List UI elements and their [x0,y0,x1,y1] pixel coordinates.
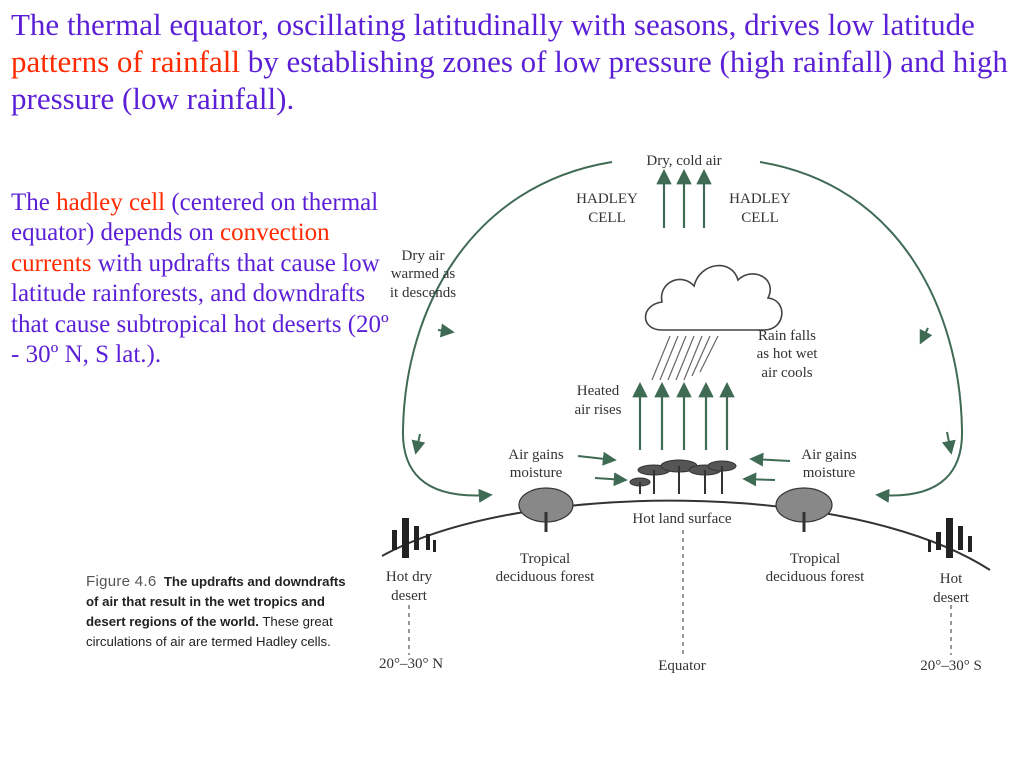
left-deciduous-tree-icon [519,488,573,532]
caption-bold-text: The updrafts and downdrafts of air that result in the wet tropics and desert regions of the world. [86,574,346,629]
label-hadley-right-1: HADLEY [729,191,791,207]
top-updraft-arrows [664,172,704,228]
label-equator: Equator [658,658,706,674]
side-highlight-hadley: hadley cell [56,189,166,216]
label-dry-cold-air: Dry, cold air [646,153,722,169]
left-descent-arrowhead [438,330,452,332]
label-rain-2: as hot wet [756,346,818,362]
label-desert-right-1: Hot [939,571,963,587]
label-gains-right-1: Air gains [801,447,857,463]
latitude-guide-lines [409,530,951,655]
right-cactus-icon [928,518,972,558]
title-text-2: by establishing zones of low pressure (high rainfall) and high pressure (low rainfall). [11,44,1008,116]
label-gains-left-1: Air gains [508,447,564,463]
left-base-arrowhead [416,434,420,452]
right-deciduous-tree-icon [776,488,832,532]
title-text-1: The thermal equator, oscillating latitudinally with seasons, drives low latitude [11,7,975,42]
label-hadley-left-2: CELL [588,210,626,226]
label-heated-1: Heated [576,383,620,399]
right-base-arrowhead [947,432,951,452]
title-highlight: patterns of rainfall [11,44,240,79]
label-rain-1: Rain falls [758,328,816,344]
caption-text: These great circulations of air are termed Hadley cells. [86,614,333,649]
label-gains-left-2: moisture [509,465,563,481]
label-hot-land: Hot land surface [632,511,732,527]
label-rain-3: air cools [761,365,813,381]
label-lat-south: 20°–30° S [920,658,982,674]
label-desert-left-1: Hot dry [385,569,433,585]
label-forest-left-1: Tropical [519,551,571,567]
label-heated-2: air rises [574,402,622,418]
label-hadley-left-1: HADLEY [576,191,638,207]
figure-caption [86,572,356,652]
side-text-3: with updrafts that cause low latitude rainforests, and downdrafts that cause subtropical hot deserts (20º - 30º N, S lat.). [11,249,389,369]
rain-streaks [652,336,718,380]
cloud-icon [646,266,782,330]
figure-number: Figure 4.6 [86,573,157,590]
left-cell-arrow [403,162,612,496]
side-text-1: The [11,189,57,216]
label-lat-north: 20°–30° N [378,656,444,672]
side-highlight-convection: convection currents [11,219,330,277]
label-dry-air-2: warmed as [390,266,456,282]
left-cactus-icon [392,518,436,558]
label-dry-air-3: it descends [389,285,457,301]
rainforest-trees [630,460,736,494]
label-forest-left-2: deciduous forest [495,569,595,585]
side-text-2: (centered on thermal equator) depends on [11,189,379,247]
label-dry-air-1: Dry air [401,248,445,264]
label-desert-right-2: desert [933,590,969,606]
right-descent-arrowhead [921,328,928,342]
label-gains-right-2: moisture [802,465,856,481]
label-hadley-right-2: CELL [741,210,779,226]
heated-air-arrows [640,385,727,450]
label-forest-right-2: deciduous forest [765,569,865,585]
label-desert-left-2: desert [391,588,427,604]
label-forest-right-1: Tropical [789,551,841,567]
